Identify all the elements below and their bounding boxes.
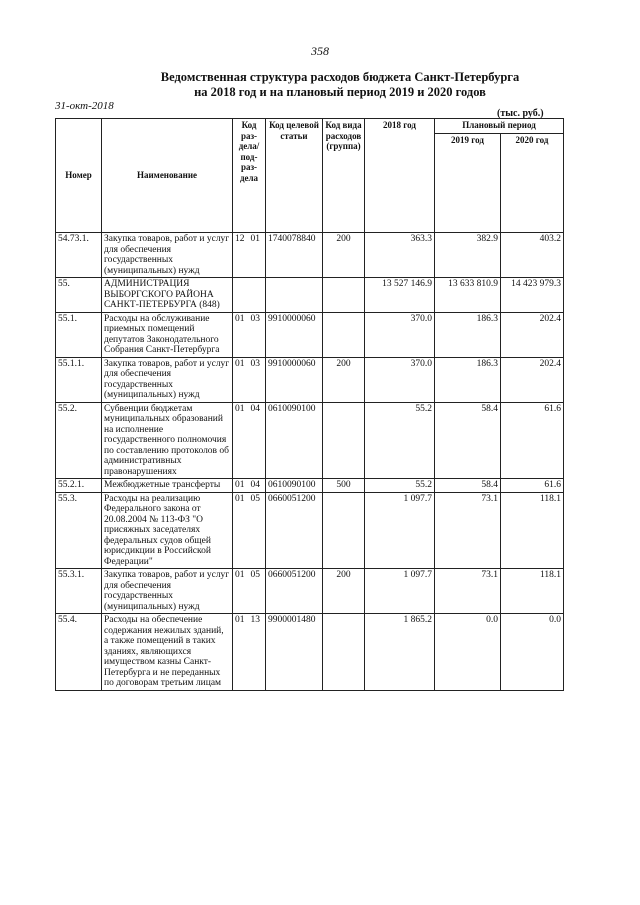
document-date: 31-окт-2018 — [55, 100, 114, 112]
row-value-2020: 14 423 979.3 — [501, 278, 564, 313]
table-row — [56, 492, 564, 569]
row-value-2020: 118.1 — [501, 569, 564, 614]
row-value-2018: 1 097.7 — [365, 492, 435, 569]
row-expense-code — [323, 614, 365, 691]
row-section-code — [233, 312, 266, 357]
row-target-code: 9900001480 — [266, 614, 323, 691]
table-row — [56, 233, 564, 278]
row-section-code — [233, 278, 266, 313]
row-section-code — [233, 402, 266, 479]
row-target-code: 9910000060 — [266, 357, 323, 402]
table-row — [56, 312, 564, 357]
row-value-2018: 55.2 — [365, 479, 435, 493]
row-expense-code: 200 — [323, 569, 365, 614]
row-value-2018: 370.0 — [365, 357, 435, 402]
budget-table — [55, 118, 564, 691]
row-expense-code: 200 — [323, 357, 365, 402]
row-number: 55.3.1. — [56, 569, 102, 614]
section-code: 01 — [235, 570, 245, 580]
row-number: 54.73.1. — [56, 233, 102, 278]
subsection-code: 05 — [250, 493, 260, 504]
units-label: (тыс. руб.) — [497, 108, 544, 119]
header-2018: 2018 год — [365, 119, 435, 233]
header-2019: 2019 год — [435, 134, 501, 233]
header-row — [56, 119, 564, 134]
table-row — [56, 614, 564, 691]
row-number: 55.2.1. — [56, 479, 102, 493]
row-number: 55.1. — [56, 312, 102, 357]
row-expense-code — [323, 492, 365, 569]
section-code: 01 — [235, 403, 245, 414]
row-target-code: 0610090100 — [266, 479, 323, 493]
row-target-code — [266, 278, 323, 313]
row-expense-code — [323, 278, 365, 313]
row-value-2018: 1 097.7 — [365, 569, 435, 614]
row-name: Закупка товаров, работ и услуг для обеспечения государственных (муниципальных) нужд — [102, 569, 233, 614]
row-target-code: 1740078840 — [266, 233, 323, 278]
row-name: Расходы на реализацию Федерального закона от 20.08.2004 № 113-ФЗ "О присяжных заседателях федеральных судов общей юрисдикции в Российской Федерации" — [102, 492, 233, 569]
row-value-2020: 61.6 — [501, 479, 564, 493]
row-value-2020: 61.6 — [501, 402, 564, 479]
row-target-code: 9910000060 — [266, 312, 323, 357]
page-number: 358 — [311, 44, 329, 58]
row-value-2018: 13 527 146.9 — [365, 278, 435, 313]
section-code: 01 — [235, 313, 245, 324]
row-value-2018: 55.2 — [365, 402, 435, 479]
row-target-code: 0610090100 — [266, 402, 323, 479]
row-number: 55.3. — [56, 492, 102, 569]
row-section-code — [233, 479, 266, 493]
row-number: 55.2. — [56, 402, 102, 479]
row-value-2019: 13 633 810.9 — [435, 278, 501, 313]
row-target-code: 0660051200 — [266, 492, 323, 569]
row-value-2020: 118.1 — [501, 492, 564, 569]
row-number: 55.4. — [56, 614, 102, 691]
section-code: 12 — [235, 234, 245, 244]
row-value-2019: 58.4 — [435, 402, 501, 479]
subsection-code: 04 — [250, 480, 260, 490]
row-name: Расходы на обеспечение содержания нежилых зданий, а также помещений в таких зданиях, являющихся имуществом казны Санкт-Петербурга и не переданных по договорам третьим лицам — [102, 614, 233, 691]
header-section-code: Код раз- дела/ под- раз- дела — [233, 119, 266, 233]
subsection-code: 13 — [250, 615, 260, 625]
table-row — [56, 479, 564, 493]
subsection-code: 03 — [250, 358, 260, 369]
row-number: 55. — [56, 278, 102, 313]
row-value-2020: 403.2 — [501, 233, 564, 278]
row-section-code — [233, 233, 266, 278]
row-section-code — [233, 492, 266, 569]
row-name: Межбюджетные трансферты — [102, 479, 233, 493]
row-value-2019: 73.1 — [435, 569, 501, 614]
header-number: Номер — [56, 119, 102, 233]
row-value-2020: 202.4 — [501, 357, 564, 402]
table-row — [56, 278, 564, 313]
row-name: Расходы на обслуживание приемных помещений депутатов Законодательного Собрания Санкт-Петербурга — [102, 312, 233, 357]
document-title — [60, 70, 620, 100]
row-name: Закупка товаров, работ и услуг для обеспечения государственных (муниципальных) нужд — [102, 357, 233, 402]
header-expense-code: Код вида расходов (группа) — [323, 119, 365, 233]
row-value-2018: 363.3 — [365, 233, 435, 278]
subsection-code: 05 — [250, 570, 260, 580]
table-row — [56, 357, 564, 402]
subsection-code: 01 — [250, 234, 260, 244]
row-value-2020: 0.0 — [501, 614, 564, 691]
budget-table-body — [56, 233, 564, 691]
row-target-code: 0660051200 — [266, 569, 323, 614]
row-value-2019: 186.3 — [435, 312, 501, 357]
subsection-code: 04 — [250, 403, 260, 414]
row-value-2019: 58.4 — [435, 479, 501, 493]
row-value-2018: 1 865.2 — [365, 614, 435, 691]
row-expense-code: 500 — [323, 479, 365, 493]
section-code: 01 — [235, 480, 245, 490]
row-value-2020: 202.4 — [501, 312, 564, 357]
header-2020: 2020 год — [501, 134, 564, 233]
row-name: Субвенции бюджетам муниципальных образований на исполнение государственного полномочия по составлению протоколов об административных правонарушениях — [102, 402, 233, 479]
row-number: 55.1.1. — [56, 357, 102, 402]
row-value-2019: 186.3 — [435, 357, 501, 402]
header-planned-period: Плановый период — [435, 119, 564, 134]
row-expense-code: 200 — [323, 233, 365, 278]
row-value-2019: 73.1 — [435, 492, 501, 569]
row-section-code — [233, 614, 266, 691]
row-section-code — [233, 357, 266, 402]
subsection-code: 03 — [250, 313, 260, 324]
header-name: Наименование — [102, 119, 233, 233]
section-code: 01 — [235, 615, 245, 625]
row-value-2019: 0.0 — [435, 614, 501, 691]
section-code: 01 — [235, 493, 245, 504]
row-expense-code — [323, 402, 365, 479]
row-section-code — [233, 569, 266, 614]
row-value-2019: 382.9 — [435, 233, 501, 278]
table-row — [56, 402, 564, 479]
row-name: АДМИНИСТРАЦИЯ ВЫБОРГСКОГО РАЙОНА САНКТ-ПЕТЕРБУРГА (848) — [102, 278, 233, 313]
table-row — [56, 569, 564, 614]
section-code: 01 — [235, 358, 245, 369]
title-line-2: на 2018 год и на плановый период 2019 и 2020 годов — [194, 85, 486, 99]
row-expense-code — [323, 312, 365, 357]
row-name: Закупка товаров, работ и услуг для обеспечения государственных (муниципальных) нужд — [102, 233, 233, 278]
row-value-2018: 370.0 — [365, 312, 435, 357]
header-target-code: Код целевой статьи — [266, 119, 323, 233]
title-line-1: Ведомственная структура расходов бюджета Санкт-Петербурга — [160, 70, 520, 84]
